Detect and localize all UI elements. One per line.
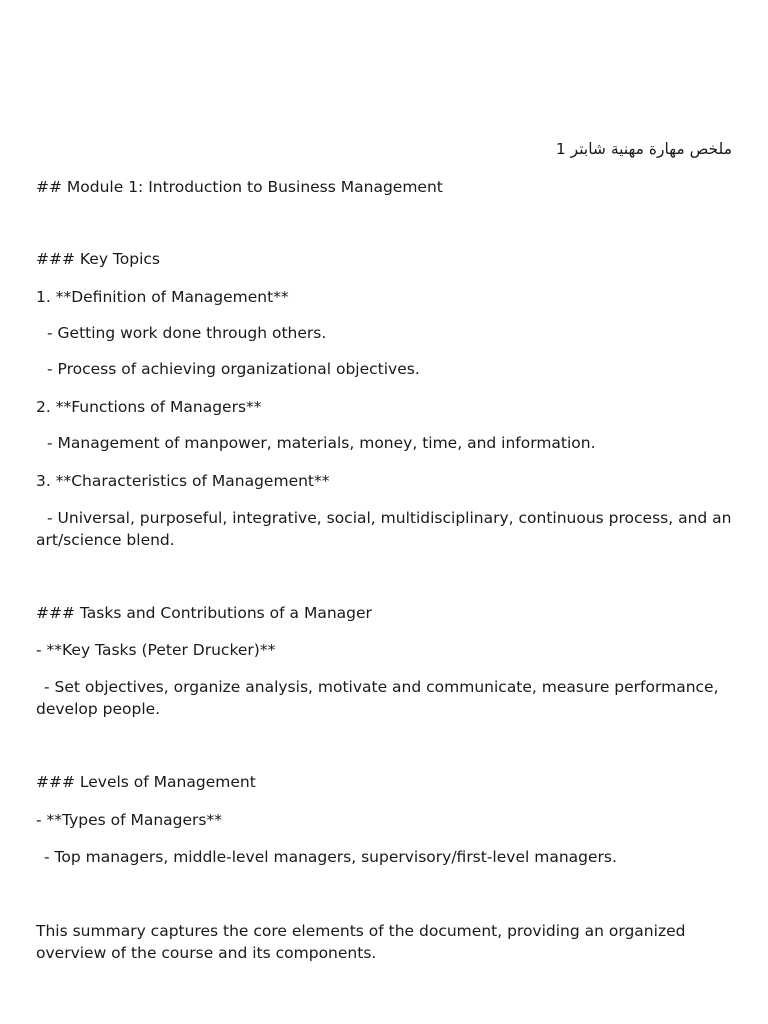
item1-point2: - Process of achieving organizational objectives. — [47, 360, 420, 378]
arabic-title: ملخص مهارة مهنية شابتر 1 — [555, 140, 732, 158]
item3-point1: - Universal, purposeful, integrative, social, multidisciplinary, continuous process, and an art/science blend. — [36, 509, 732, 549]
item2-title: 2. **Functions of Managers** — [36, 398, 262, 416]
item1-title: 1. **Definition of Management** — [36, 288, 289, 306]
levels-point1: - Top managers, middle-level managers, supervisory/first-level managers. — [44, 848, 617, 866]
levels-heading: ### Levels of Management — [36, 773, 256, 791]
tasks-title: - **Key Tasks (Peter Drucker)** — [36, 641, 276, 659]
item1-point1: - Getting work done through others. — [47, 324, 327, 342]
summary-paragraph: This summary captures the core elements of the document, providing an organized overview of the course and its components. — [36, 922, 686, 962]
key-topics-heading: ### Key Topics — [36, 250, 160, 268]
levels-title: - **Types of Managers** — [36, 811, 223, 829]
item2-point1: - Management of manpower, materials, money, time, and information. — [47, 434, 596, 452]
module-heading: ## Module 1: Introduction to Business Management — [36, 178, 443, 196]
item3-title: 3. **Characteristics of Management** — [36, 472, 330, 490]
tasks-heading: ### Tasks and Contributions of a Manager — [36, 604, 372, 622]
tasks-point1: - Set objectives, organize analysis, motivate and communicate, measure performance, develop people. — [36, 678, 719, 718]
